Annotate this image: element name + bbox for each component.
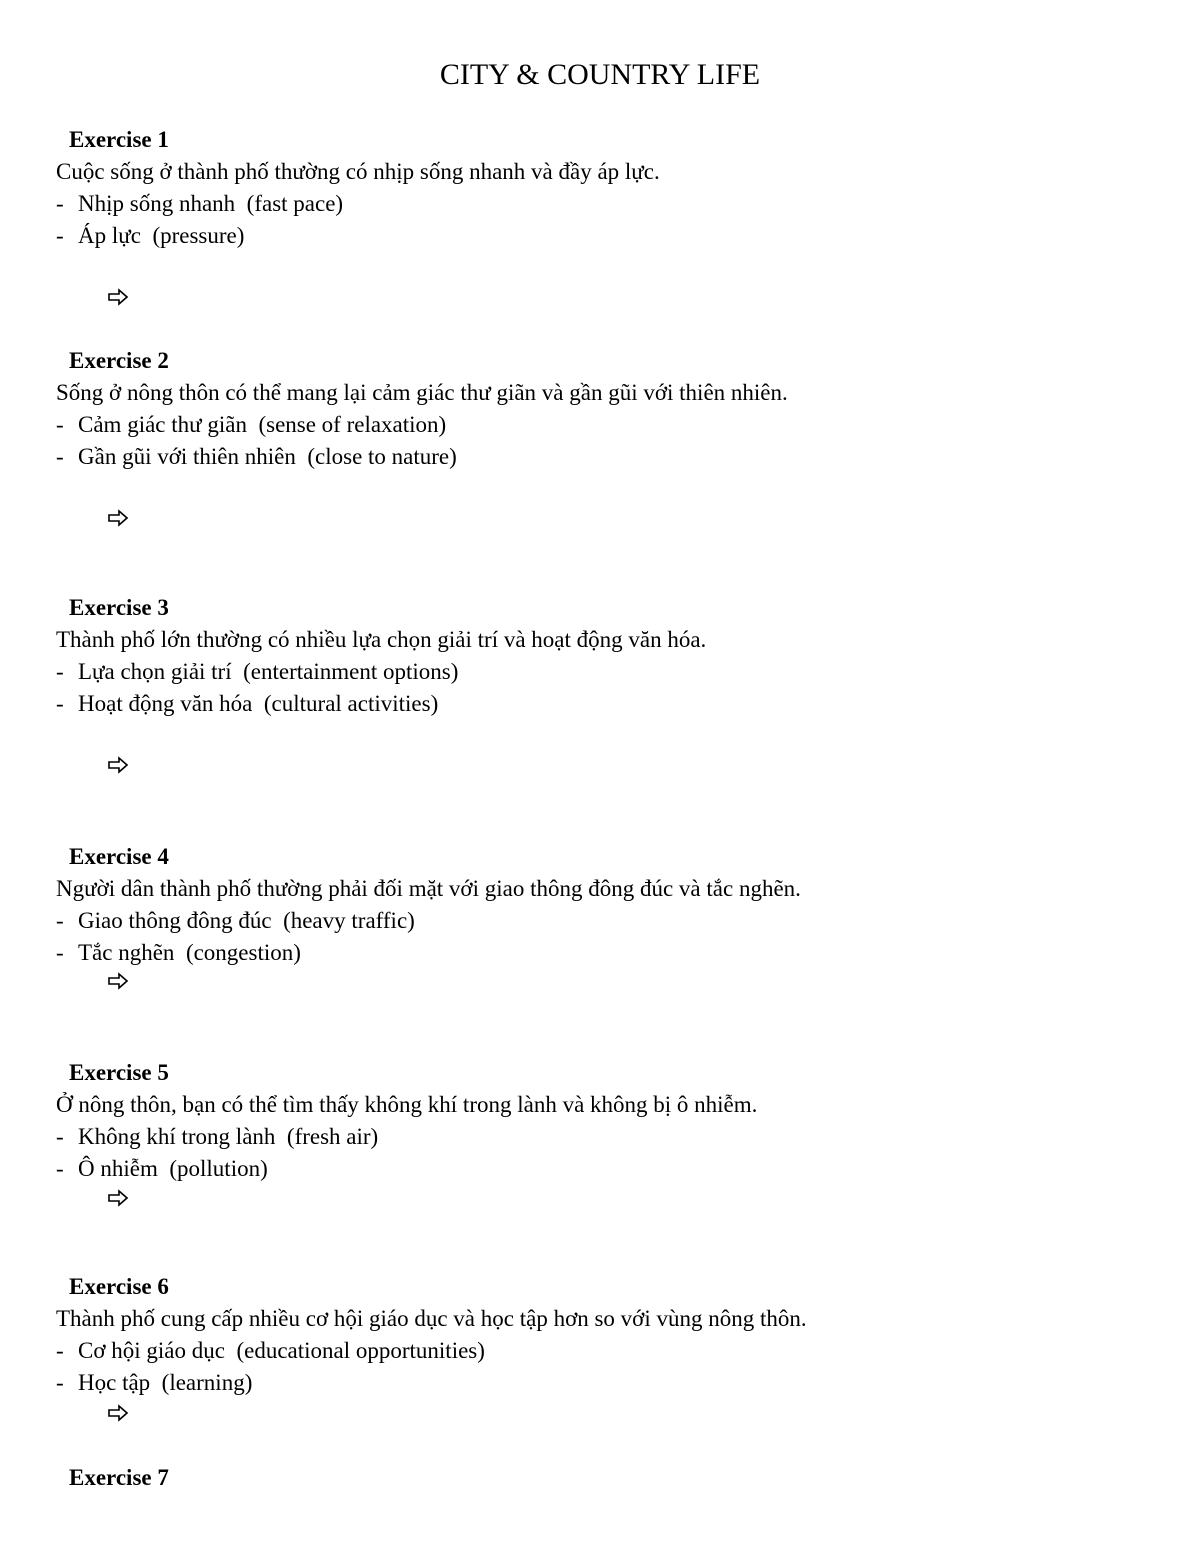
vocab-item [56,1153,1156,1185]
dash: - [56,444,64,469]
dash: - [56,223,64,248]
vocab-item [56,1367,1156,1399]
vocab-translation: (close to nature) [307,444,457,469]
vocab-item [56,220,1156,252]
exercise-5 [56,1057,1156,1185]
vocab-translation: (educational opportunities) [236,1338,485,1363]
exercise-sentence: Ở nông thôn, bạn có thể tìm thấy không khí trong lành và không bị ô nhiễm. [56,1092,758,1117]
exercise-heading: Exercise 1 [69,127,169,152]
exercise-sentence: Người dân thành phố thường phải đối mặt với giao thông đông đúc và tắc nghẽn. [56,876,801,901]
right-arrow-outline-icon [107,1404,129,1422]
vocab-item [56,409,1156,441]
vocab-term: Tắc nghẽn [78,940,175,965]
dash: - [56,940,64,965]
dash: - [56,659,64,684]
vocab-translation: (sense of relaxation) [258,412,447,437]
vocab-term: Lựa chọn giải trí [78,659,232,684]
dash: - [56,191,64,216]
exercise-1 [56,124,1156,252]
vocab-term: Học tập [78,1370,151,1395]
dash: - [56,691,64,716]
exercise-heading: Exercise 7 [69,1465,169,1490]
vocab-term: Ô nhiễm [78,1156,158,1181]
vocab-term: Áp lực [78,223,141,248]
exercise-heading: Exercise 2 [69,348,169,373]
vocab-term: Cơ hội giáo dục [78,1338,225,1363]
vocab-translation: (pollution) [169,1156,268,1181]
exercise-heading: Exercise 6 [69,1274,169,1299]
vocab-term: Không khí trong lành [78,1124,276,1149]
right-arrow-outline-icon [107,972,129,990]
vocab-item [56,688,1156,720]
vocab-translation: (congestion) [185,940,301,965]
vocab-translation: (entertainment options) [243,659,459,684]
vocab-term: Giao thông đông đúc [78,908,272,933]
right-arrow-outline-icon [107,288,129,306]
vocab-item [56,441,1156,473]
dash: - [56,1370,64,1395]
exercise-4 [56,841,1156,969]
vocab-term: Nhịp sống nhanh [78,191,236,216]
vocab-item [56,937,1156,969]
vocab-term: Gần gũi với thiên nhiên [78,444,296,469]
vocab-term: Cảm giác thư giãn [78,412,247,437]
exercise-sentence: Thành phố lớn thường có nhiều lựa chọn giải trí và hoạt động văn hóa. [56,627,707,652]
vocab-translation: (fast pace) [246,191,344,216]
dash: - [56,1338,64,1363]
dash: - [56,412,64,437]
exercise-7 [56,1462,1156,1494]
exercise-heading: Exercise 5 [69,1060,169,1085]
exercise-2 [56,345,1156,473]
vocab-translation: (learning) [161,1370,253,1395]
vocab-term: Hoạt động văn hóa [78,691,253,716]
dash: - [56,908,64,933]
right-arrow-outline-icon [107,1189,129,1207]
exercise-3 [56,592,1156,720]
vocab-item [56,905,1156,937]
exercise-sentence: Cuộc sống ở thành phố thường có nhịp sống nhanh và đầy áp lực. [56,159,660,184]
vocab-translation: (pressure) [152,223,245,248]
right-arrow-outline-icon [107,756,129,774]
right-arrow-outline-icon [107,509,129,527]
vocab-item [56,656,1156,688]
page-title: CITY & COUNTRY LIFE [439,58,761,91]
exercise-heading: Exercise 3 [69,595,169,620]
exercise-sentence: Sống ở nông thôn có thể mang lại cảm giác thư giãn và gần gũi với thiên nhiên. [56,380,788,405]
exercise-heading: Exercise 4 [69,844,169,869]
exercise-6 [56,1271,1156,1399]
vocab-item [56,1335,1156,1367]
vocab-item [56,188,1156,220]
dash: - [56,1124,64,1149]
vocab-translation: (cultural activities) [263,691,439,716]
vocab-translation: (heavy traffic) [283,908,415,933]
exercise-sentence: Thành phố cung cấp nhiều cơ hội giáo dục và học tập hơn so với vùng nông thôn. [56,1306,807,1331]
dash: - [56,1156,64,1181]
vocab-translation: (fresh air) [286,1124,379,1149]
vocab-item [56,1121,1156,1153]
